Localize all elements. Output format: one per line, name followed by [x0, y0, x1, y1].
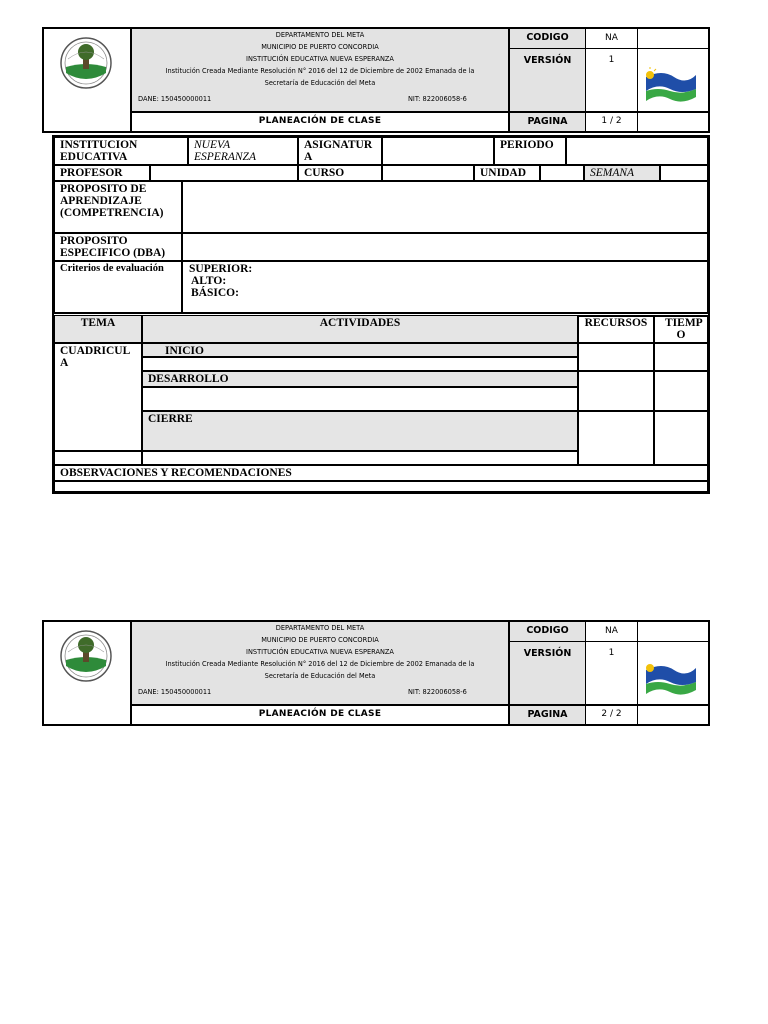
- proposito-especifico-label: PROPOSITO ESPECIFICO (DBA): [54, 233, 182, 261]
- semana-label: SEMANA: [584, 165, 660, 181]
- observaciones-label: OBSERVACIONES Y RECOMENDACIONES: [54, 465, 708, 481]
- observaciones-value[interactable]: [54, 481, 708, 492]
- proposito-aprendizaje-value[interactable]: [182, 181, 708, 233]
- recursos-header: RECURSOS: [578, 315, 654, 343]
- version-label: VERSIÓN: [510, 642, 586, 704]
- pagina-value: 1 / 2: [586, 111, 638, 131]
- recursos-cierre[interactable]: [578, 411, 654, 465]
- tiempo-cierre[interactable]: [654, 411, 708, 465]
- tiempo-header: TIEMP O: [654, 315, 708, 343]
- institution-seal-icon: [60, 37, 112, 89]
- dane-code: DANE: 150450000011: [138, 688, 212, 696]
- actividades-header: ACTIVIDADES: [142, 315, 578, 343]
- semana-value[interactable]: [660, 165, 708, 181]
- document-header-page-1: [42, 27, 710, 133]
- document-header-page-2: [42, 620, 710, 726]
- curso-label: CURSO: [298, 165, 382, 181]
- profesor-label: PROFESOR: [54, 165, 150, 181]
- version-label: VERSIÓN: [510, 49, 586, 111]
- inicio-label: INICIO: [142, 343, 578, 357]
- tema-value: CUADRICUL A: [54, 343, 142, 451]
- unidad-value[interactable]: [540, 165, 584, 181]
- tema-header: TEMA: [54, 315, 142, 343]
- version-value: 1: [586, 49, 638, 111]
- criterio-superior: SUPERIOR:: [189, 263, 253, 275]
- document-title: PLANEACIÓN DE CLASE: [132, 111, 510, 131]
- dane-code: DANE: 150450000011: [138, 95, 212, 103]
- municipal-flag-icon: [644, 67, 696, 105]
- institution-line: INSTITUCIÓN EDUCATIVA NUEVA ESPERANZA: [246, 55, 394, 63]
- periodo-label: PERIODO: [494, 137, 566, 165]
- codigo-value: NA: [586, 622, 638, 642]
- desarrollo-label: DESARROLLO: [142, 371, 578, 387]
- codigo-value: NA: [586, 29, 638, 49]
- institution-info: [132, 622, 510, 704]
- pagina-label: PAGINA: [510, 111, 586, 131]
- municipality-line: MUNICIPIO DE PUERTO CONCORDIA: [261, 43, 379, 51]
- criterios-label: Criterios de evaluación: [54, 261, 182, 313]
- inicio-value[interactable]: [142, 357, 578, 371]
- municipality-line: MUNICIPIO DE PUERTO CONCORDIA: [261, 636, 379, 644]
- version-value: 1: [586, 642, 638, 704]
- unidad-label: UNIDAD: [474, 165, 540, 181]
- codigo-label: CODIGO: [510, 29, 586, 49]
- codigo-label: CODIGO: [510, 622, 586, 642]
- resolution-line: Institución Creada Mediante Resolución N° 2016 del 12 de Diciembre de 2002 Emanada de la: [165, 660, 475, 668]
- institution-line: INSTITUCIÓN EDUCATIVA NUEVA ESPERANZA: [246, 648, 394, 656]
- curso-value[interactable]: [382, 165, 474, 181]
- resolution-line: Institución Creada Mediante Resolución N° 2016 del 12 de Diciembre de 2002 Emanada de la: [165, 67, 475, 75]
- pagina-value: 2 / 2: [586, 704, 638, 724]
- proposito-especifico-value[interactable]: [182, 233, 708, 261]
- recursos-desarrollo[interactable]: [578, 371, 654, 411]
- profesor-value[interactable]: [150, 165, 298, 181]
- criterios-value[interactable]: [182, 261, 708, 313]
- pagina-blank: [638, 704, 708, 724]
- institucion-value: NUEVA ESPERANZA: [188, 137, 298, 165]
- department-line: DEPARTAMENTO DEL META: [275, 31, 365, 39]
- criterio-alto: ALTO:: [191, 275, 227, 287]
- secretaria-line: Secretaría de Educación del Meta: [264, 79, 376, 87]
- lesson-plan-form: [52, 135, 710, 494]
- pagina-blank: [638, 111, 708, 131]
- nit-code: NIT: 822006058-6: [408, 688, 467, 696]
- tema-blank: [54, 451, 142, 465]
- institucion-label: INSTITUCION EDUCATIVA: [54, 137, 188, 165]
- secretaria-line: Secretaría de Educación del Meta: [264, 672, 376, 680]
- department-line: DEPARTAMENTO DEL META: [275, 624, 365, 632]
- periodo-value[interactable]: [566, 137, 708, 165]
- proposito-aprendizaje-label: PROPOSITO DE APRENDIZAJE (COMPETRENCIA): [54, 181, 182, 233]
- municipal-flag-icon: [644, 660, 696, 698]
- asignatura-value[interactable]: [382, 137, 494, 165]
- tiempo-inicio[interactable]: [654, 343, 708, 371]
- tiempo-desarrollo[interactable]: [654, 371, 708, 411]
- desarrollo-value[interactable]: [142, 387, 578, 411]
- logo-cell: [44, 622, 132, 724]
- recursos-inicio[interactable]: [578, 343, 654, 371]
- cierre-value[interactable]: [142, 451, 578, 465]
- pagina-label: PAGINA: [510, 704, 586, 724]
- institution-seal-icon: [60, 630, 112, 682]
- codigo-blank: [638, 29, 708, 49]
- nit-code: NIT: 822006058-6: [408, 95, 467, 103]
- logo-cell: [44, 29, 132, 131]
- criterio-basico: BÁSICO:: [191, 287, 239, 299]
- cierre-label: CIERRE: [142, 411, 578, 451]
- institution-info: [132, 29, 510, 111]
- codigo-blank: [638, 622, 708, 642]
- document-title: PLANEACIÓN DE CLASE: [132, 704, 510, 724]
- asignatura-label: ASIGNATUR A: [298, 137, 382, 165]
